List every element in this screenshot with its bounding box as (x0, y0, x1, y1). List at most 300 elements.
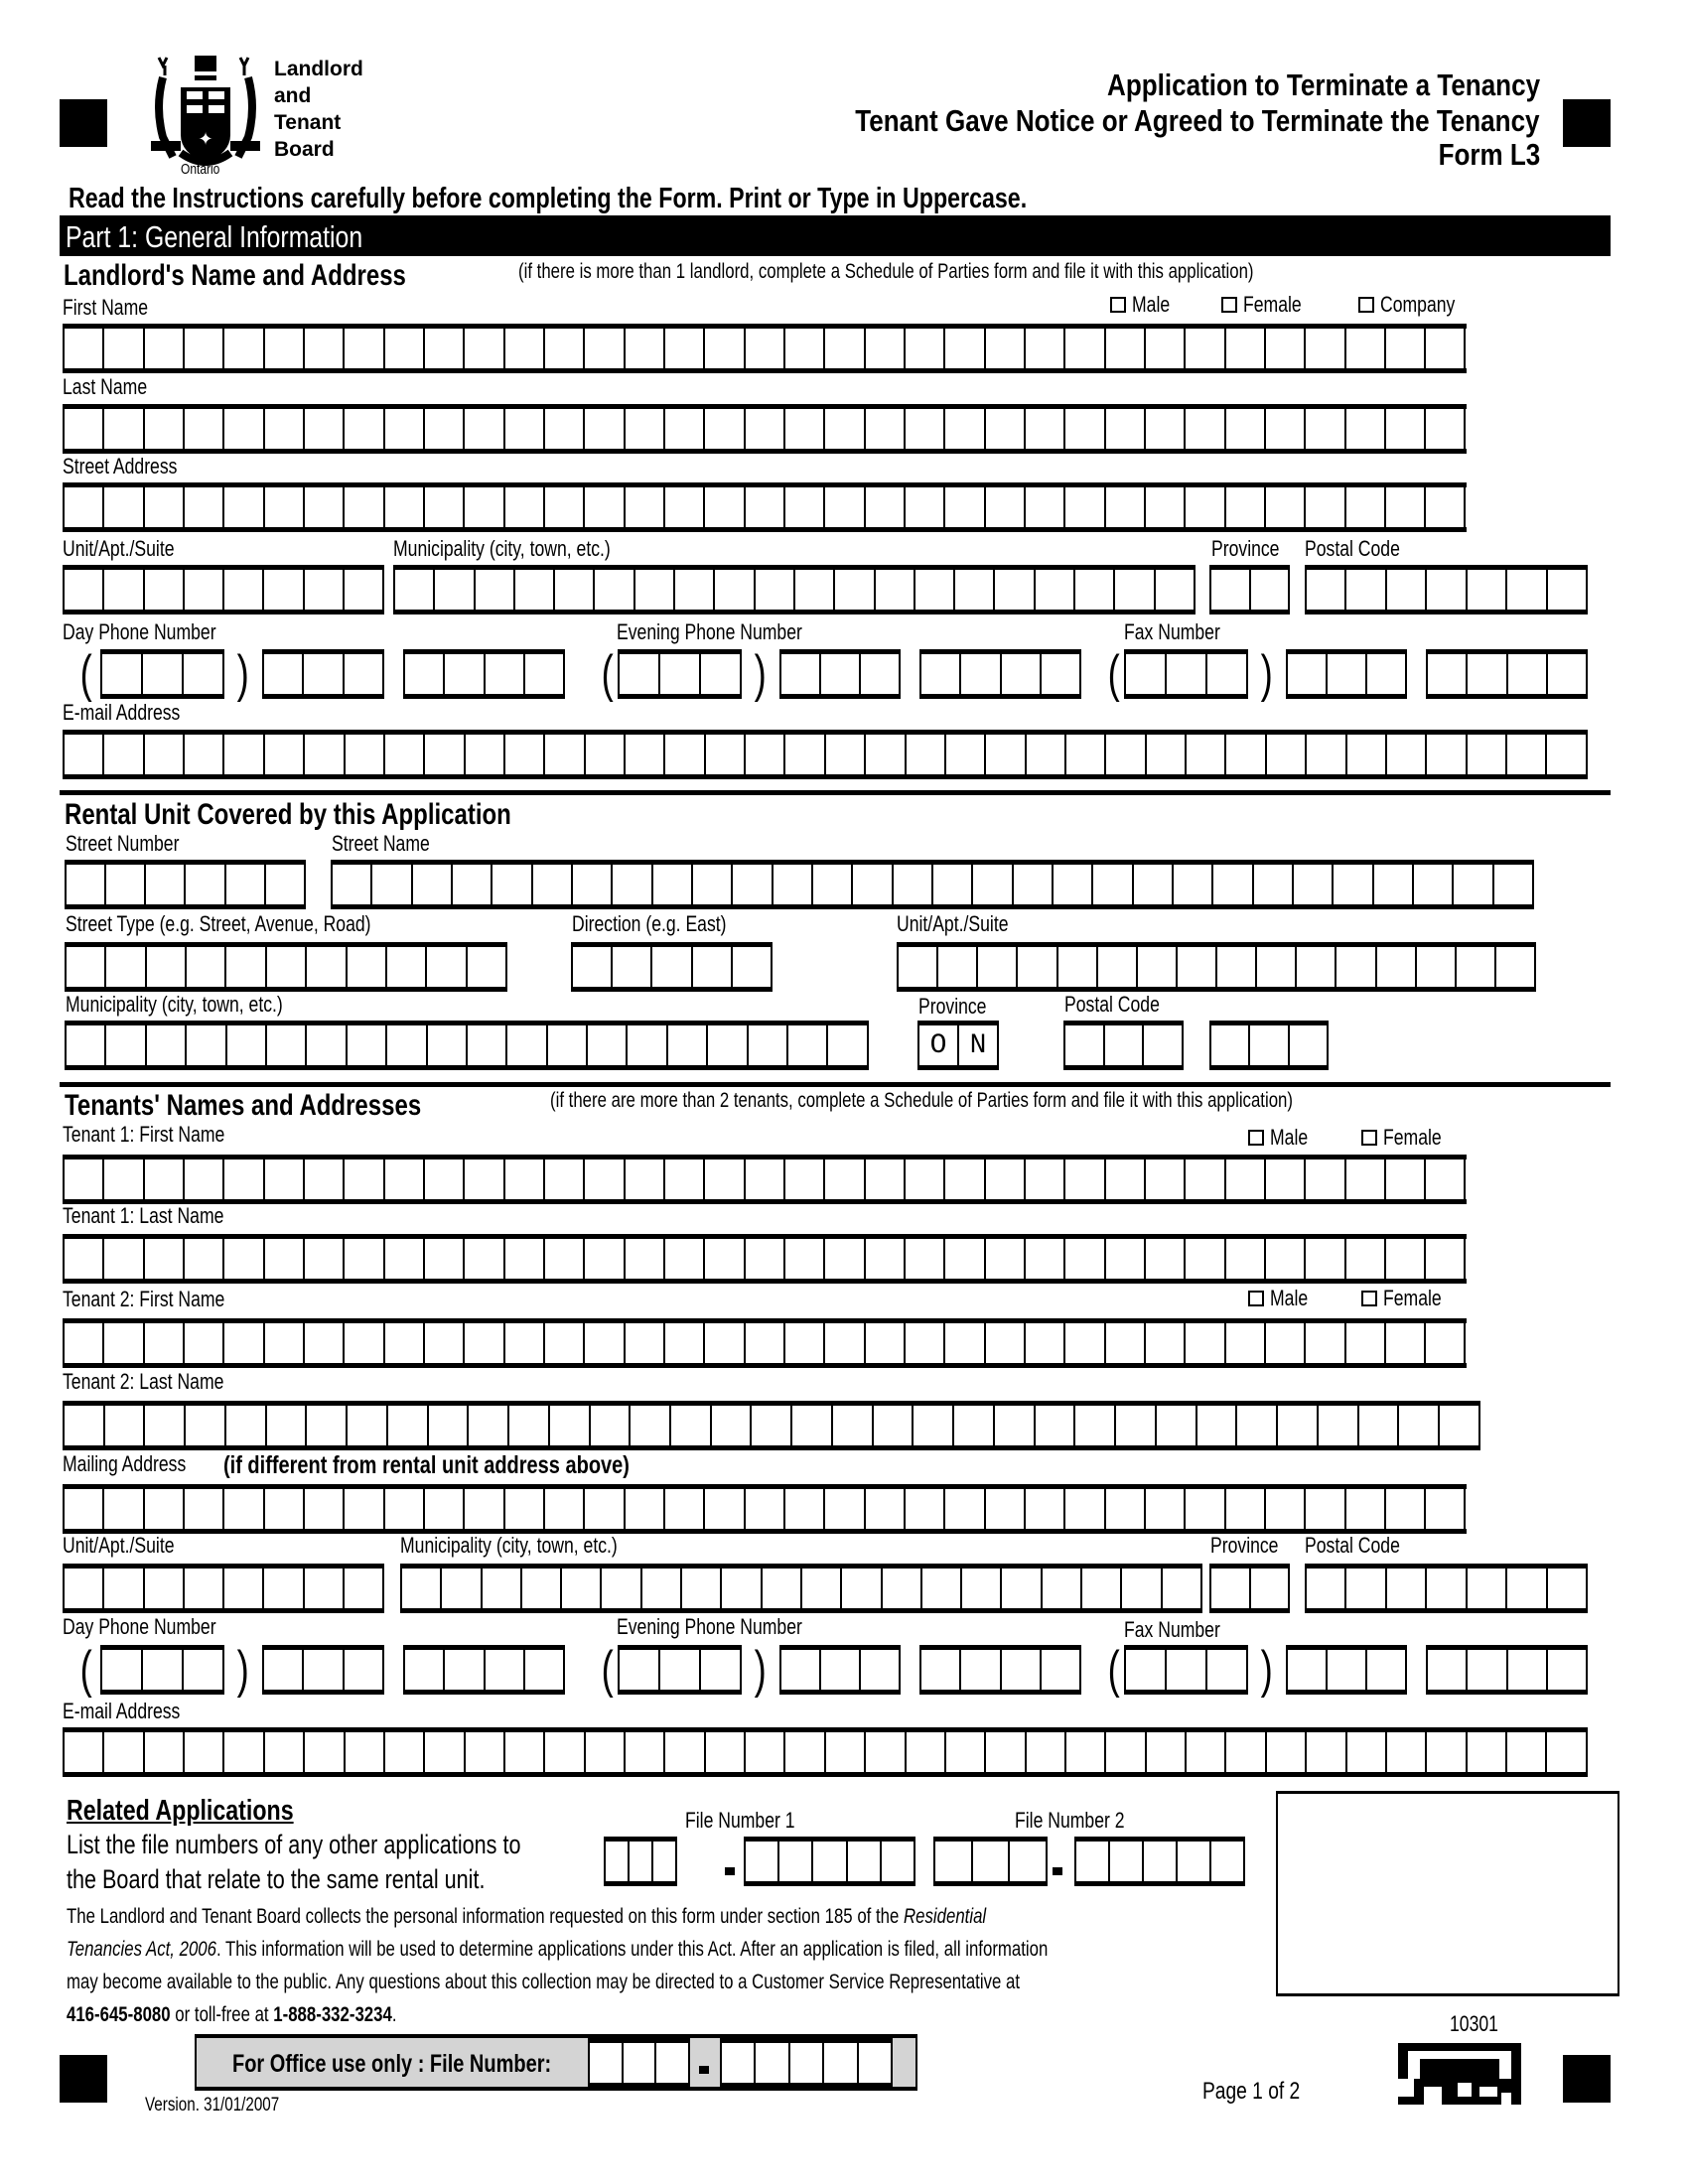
char-box[interactable] (102, 1650, 143, 1690)
char-box[interactable] (933, 865, 973, 904)
rental-province-field[interactable] (917, 1021, 999, 1070)
char-box[interactable] (585, 1239, 625, 1279)
char-box[interactable] (665, 329, 705, 368)
char-box[interactable] (185, 329, 224, 368)
char-box[interactable] (1387, 1732, 1427, 1772)
landlord-male-checkbox[interactable] (1110, 292, 1180, 318)
char-box[interactable] (555, 570, 595, 610)
char-box[interactable] (104, 735, 144, 774)
char-box[interactable] (665, 735, 705, 774)
char-box[interactable] (428, 1025, 468, 1065)
char-box[interactable] (1548, 1650, 1588, 1690)
char-box[interactable] (465, 329, 504, 368)
char-box[interactable] (921, 654, 961, 694)
char-box[interactable] (955, 570, 995, 610)
char-box[interactable] (693, 865, 733, 904)
char-box[interactable] (1266, 1239, 1306, 1279)
char-box[interactable] (630, 1842, 653, 1881)
char-box[interactable] (866, 735, 906, 774)
char-box[interactable] (712, 1406, 753, 1445)
char-box[interactable] (505, 1160, 545, 1199)
char-box[interactable] (906, 1239, 945, 1279)
char-box[interactable] (1386, 1323, 1426, 1363)
char-box[interactable] (1266, 487, 1306, 527)
char-box[interactable] (505, 1489, 545, 1529)
landlord-fax-line-phone-field[interactable] (1426, 649, 1588, 699)
char-box[interactable] (665, 487, 705, 527)
char-box[interactable] (548, 1025, 588, 1065)
char-box[interactable] (1167, 1650, 1207, 1690)
char-box[interactable] (226, 947, 266, 987)
char-box[interactable] (453, 865, 492, 904)
char-box[interactable] (1197, 1406, 1238, 1445)
char-box[interactable] (746, 329, 785, 368)
checkbox-square[interactable] (1358, 297, 1374, 313)
landlord-evening-exchange-phone-field[interactable] (779, 649, 901, 699)
char-box[interactable] (307, 1025, 347, 1065)
char-box[interactable] (1147, 735, 1187, 774)
char-box[interactable] (145, 409, 185, 449)
char-box[interactable] (746, 1732, 785, 1772)
char-box[interactable] (1187, 735, 1226, 774)
char-box[interactable] (906, 409, 945, 449)
char-box[interactable] (746, 1160, 785, 1199)
char-box[interactable] (1359, 1406, 1400, 1445)
char-box[interactable] (1254, 865, 1294, 904)
char-box[interactable] (866, 1732, 906, 1772)
char-box[interactable] (465, 1323, 504, 1363)
char-box[interactable] (792, 1406, 833, 1445)
char-box[interactable] (466, 735, 505, 774)
char-box[interactable] (1347, 735, 1387, 774)
char-box[interactable] (1122, 1569, 1162, 1608)
char-box[interactable] (935, 1842, 973, 1881)
char-box[interactable] (946, 1732, 986, 1772)
char-box[interactable] (505, 487, 545, 527)
char-box[interactable] (866, 487, 906, 527)
char-box[interactable] (1346, 487, 1386, 527)
tenant1-male-checkbox[interactable] (1248, 1125, 1318, 1151)
char-box[interactable] (1147, 1732, 1187, 1772)
char-box[interactable] (505, 735, 545, 774)
char-box[interactable] (545, 1732, 585, 1772)
char-box[interactable] (613, 865, 652, 904)
char-box[interactable] (1226, 1323, 1266, 1363)
char-box[interactable] (184, 654, 224, 694)
char-box[interactable] (899, 947, 938, 987)
rental-unit-field[interactable] (897, 942, 1536, 992)
tenant-unit-field[interactable] (63, 1564, 384, 1613)
char-box[interactable] (1226, 329, 1266, 368)
tenant-fax-area-phone-field[interactable] (1124, 1645, 1248, 1695)
char-box[interactable] (894, 865, 933, 904)
char-box[interactable] (945, 1160, 985, 1199)
char-box[interactable] (224, 329, 264, 368)
char-box[interactable] (763, 1569, 802, 1608)
char-box[interactable] (104, 1160, 144, 1199)
char-box[interactable] (435, 570, 475, 610)
rental-street-number-field[interactable] (65, 860, 306, 909)
char-box[interactable] (986, 1323, 1026, 1363)
char-box[interactable] (345, 1650, 384, 1690)
char-box[interactable] (1126, 1650, 1167, 1690)
char-box[interactable] (701, 654, 742, 694)
char-box[interactable] (785, 1732, 825, 1772)
char-box[interactable] (346, 1732, 385, 1772)
char-box[interactable] (1507, 735, 1547, 774)
landlord-first-name-field[interactable] (63, 324, 1467, 373)
char-box[interactable] (945, 487, 985, 527)
char-box[interactable] (756, 2043, 789, 2083)
char-box[interactable] (1226, 1732, 1266, 1772)
char-box[interactable] (305, 1732, 345, 1772)
char-box[interactable] (1266, 409, 1306, 449)
char-box[interactable] (746, 409, 785, 449)
char-box[interactable] (305, 1489, 345, 1529)
char-box[interactable] (1106, 1732, 1146, 1772)
landlord-municipality-field[interactable] (393, 565, 1196, 614)
char-box[interactable] (185, 487, 224, 527)
char-box[interactable] (1547, 735, 1587, 774)
checkbox-square[interactable] (1248, 1291, 1264, 1306)
char-box[interactable] (813, 865, 853, 904)
char-box[interactable] (1367, 1650, 1407, 1690)
char-box[interactable] (790, 2043, 824, 2083)
char-box[interactable] (104, 1569, 144, 1608)
char-box[interactable] (388, 1406, 429, 1445)
char-box[interactable] (1386, 487, 1426, 527)
char-box[interactable] (427, 947, 467, 987)
char-box[interactable] (265, 1239, 305, 1279)
file-number-1-suffix-field[interactable] (744, 1837, 915, 1886)
char-box[interactable] (749, 1025, 788, 1065)
char-box[interactable] (785, 329, 825, 368)
char-box[interactable] (145, 735, 185, 774)
char-box[interactable] (1468, 1732, 1507, 1772)
char-box[interactable] (385, 1239, 425, 1279)
char-box[interactable] (861, 654, 901, 694)
char-box[interactable] (705, 1239, 745, 1279)
char-box[interactable] (1106, 487, 1146, 527)
char-box[interactable] (995, 1406, 1036, 1445)
char-box[interactable] (785, 409, 825, 449)
char-box[interactable] (413, 865, 453, 904)
char-box[interactable] (265, 1489, 305, 1529)
char-box[interactable] (1116, 1406, 1157, 1445)
char-box[interactable] (1065, 409, 1105, 449)
char-box[interactable] (104, 1323, 144, 1363)
char-box[interactable] (781, 654, 821, 694)
char-box[interactable] (824, 2043, 858, 2083)
char-box[interactable] (1328, 1650, 1367, 1690)
char-box[interactable] (642, 1569, 682, 1608)
char-box[interactable] (1414, 865, 1454, 904)
char-box[interactable] (635, 570, 675, 610)
char-box[interactable] (402, 1569, 442, 1608)
char-box[interactable] (1026, 329, 1065, 368)
char-box[interactable] (1146, 1323, 1186, 1363)
char-box[interactable] (1468, 1650, 1507, 1690)
char-box[interactable] (585, 1489, 625, 1529)
char-box[interactable] (1106, 329, 1146, 368)
char-box[interactable] (65, 1489, 104, 1529)
char-box[interactable] (708, 1025, 748, 1065)
char-box[interactable] (345, 1323, 384, 1363)
char-box[interactable] (1036, 570, 1075, 610)
char-box[interactable] (826, 735, 866, 774)
char-box[interactable] (1334, 865, 1373, 904)
char-box[interactable] (1426, 1489, 1466, 1529)
char-box[interactable] (65, 329, 104, 368)
char-box[interactable] (914, 1406, 954, 1445)
char-box[interactable] (1426, 1323, 1466, 1363)
char-box[interactable] (468, 947, 507, 987)
char-box[interactable] (224, 735, 264, 774)
char-box[interactable] (305, 1323, 345, 1363)
tenant-postal-code-field[interactable] (1305, 1564, 1588, 1613)
char-box[interactable] (385, 1323, 425, 1363)
char-box[interactable] (706, 1732, 746, 1772)
char-box[interactable] (626, 1160, 665, 1199)
char-box[interactable] (1426, 1160, 1466, 1199)
char-box[interactable] (1427, 735, 1467, 774)
rental-municipality-field[interactable] (65, 1021, 869, 1070)
char-box[interactable] (705, 1160, 745, 1199)
char-box[interactable] (628, 1025, 667, 1065)
tenant-province-field[interactable] (1209, 1564, 1290, 1613)
char-box[interactable] (505, 1239, 545, 1279)
char-box[interactable] (425, 487, 465, 527)
char-box[interactable] (682, 1569, 722, 1608)
char-box[interactable] (1065, 487, 1105, 527)
char-box[interactable] (346, 735, 385, 774)
char-box[interactable] (1186, 1323, 1225, 1363)
char-box[interactable] (848, 1842, 882, 1881)
char-box[interactable] (469, 1406, 509, 1445)
char-box[interactable] (65, 735, 104, 774)
char-box[interactable] (986, 735, 1026, 774)
char-box[interactable] (345, 1489, 384, 1529)
char-box[interactable] (1507, 570, 1547, 610)
char-box[interactable] (385, 487, 425, 527)
char-box[interactable] (1146, 409, 1186, 449)
char-box[interactable] (545, 1323, 585, 1363)
char-box[interactable] (1110, 1842, 1144, 1881)
char-box[interactable] (305, 409, 345, 449)
char-box[interactable] (1346, 1489, 1386, 1529)
file-number-2-prefix-field[interactable] (933, 1837, 1048, 1886)
char-box[interactable] (345, 329, 384, 368)
char-box[interactable] (1508, 654, 1548, 694)
char-box[interactable] (1346, 1569, 1386, 1608)
char-box[interactable] (1226, 1160, 1266, 1199)
char-box[interactable] (1508, 1650, 1548, 1690)
char-box[interactable] (1387, 1569, 1427, 1608)
tenant2-last-name-field[interactable] (63, 1401, 1480, 1450)
char-box[interactable] (1307, 570, 1346, 610)
char-box[interactable] (825, 329, 865, 368)
char-box[interactable] (429, 1406, 470, 1445)
char-box[interactable] (102, 654, 143, 694)
char-box[interactable] (821, 654, 861, 694)
char-box[interactable] (705, 1323, 745, 1363)
char-box[interactable] (264, 570, 304, 610)
char-box[interactable] (1496, 947, 1536, 987)
char-box[interactable] (1386, 1239, 1426, 1279)
char-box[interactable] (1426, 487, 1466, 527)
char-box[interactable] (395, 570, 435, 610)
char-box[interactable] (545, 409, 585, 449)
char-box[interactable] (185, 1239, 224, 1279)
char-box[interactable] (1307, 735, 1346, 774)
char-box[interactable] (585, 1160, 625, 1199)
char-box[interactable] (145, 1323, 185, 1363)
tenant1-female-checkbox[interactable] (1361, 1125, 1456, 1151)
char-box[interactable] (185, 409, 224, 449)
char-box[interactable] (104, 329, 144, 368)
char-box[interactable] (1294, 865, 1334, 904)
char-box[interactable] (1226, 487, 1266, 527)
char-box[interactable] (425, 1160, 465, 1199)
char-box[interactable] (653, 1842, 677, 1881)
char-box[interactable] (1178, 947, 1217, 987)
char-box[interactable] (483, 1569, 522, 1608)
char-box[interactable] (1065, 1160, 1105, 1199)
char-box[interactable] (1346, 1323, 1386, 1363)
char-box[interactable] (1146, 487, 1186, 527)
tenant2-male-checkbox[interactable] (1248, 1286, 1318, 1311)
char-box[interactable] (145, 1732, 185, 1772)
char-box[interactable] (385, 1160, 425, 1199)
landlord-fax-exchange-phone-field[interactable] (1286, 649, 1407, 699)
char-box[interactable] (185, 1489, 224, 1529)
char-box[interactable] (626, 1489, 665, 1529)
char-box[interactable] (145, 1569, 185, 1608)
char-box[interactable] (185, 1569, 224, 1608)
rental-street-name-field[interactable] (331, 860, 1534, 909)
char-box[interactable] (665, 1239, 705, 1279)
char-box[interactable] (147, 947, 187, 987)
char-box[interactable] (307, 1406, 348, 1445)
char-box[interactable] (1548, 654, 1588, 694)
char-box[interactable] (266, 865, 306, 904)
char-box[interactable] (1105, 1025, 1145, 1065)
char-box[interactable] (385, 409, 425, 449)
landlord-province-field[interactable] (1209, 565, 1290, 614)
char-box[interactable] (265, 735, 305, 774)
char-box[interactable] (1346, 1239, 1386, 1279)
char-box[interactable] (1288, 654, 1328, 694)
char-box[interactable] (425, 329, 465, 368)
char-box[interactable] (833, 1406, 874, 1445)
char-box[interactable] (585, 1323, 625, 1363)
char-box[interactable] (825, 1239, 865, 1279)
char-box[interactable] (1075, 570, 1115, 610)
char-box[interactable] (785, 1160, 825, 1199)
char-box[interactable] (626, 1323, 665, 1363)
char-box[interactable] (465, 1489, 504, 1529)
char-box[interactable] (785, 487, 825, 527)
char-box[interactable] (224, 1160, 264, 1199)
char-box[interactable] (550, 1406, 591, 1445)
char-box[interactable] (825, 1489, 865, 1529)
char-box[interactable] (145, 329, 185, 368)
char-box[interactable] (1387, 570, 1427, 610)
char-box[interactable] (1250, 1025, 1289, 1065)
char-box[interactable] (265, 409, 305, 449)
char-box[interactable] (304, 1650, 344, 1690)
landlord-email-field[interactable] (63, 730, 1588, 779)
char-box[interactable] (1237, 1406, 1278, 1445)
char-box[interactable] (1266, 329, 1306, 368)
tenant-evening-line-phone-field[interactable] (919, 1645, 1081, 1695)
tenant-fax-exchange-phone-field[interactable] (1286, 1645, 1407, 1695)
char-box[interactable] (906, 1160, 945, 1199)
char-box[interactable] (675, 570, 715, 610)
char-box[interactable] (104, 570, 144, 610)
char-box[interactable] (973, 865, 1013, 904)
char-box[interactable] (224, 1239, 264, 1279)
char-box[interactable] (746, 1239, 785, 1279)
char-box[interactable] (876, 570, 915, 610)
char-box[interactable] (425, 1239, 465, 1279)
char-box[interactable] (1266, 1160, 1306, 1199)
char-box[interactable] (145, 1489, 185, 1529)
char-box[interactable] (305, 1239, 345, 1279)
char-box[interactable] (813, 1842, 847, 1881)
char-box[interactable] (264, 654, 304, 694)
char-box[interactable] (1106, 1323, 1146, 1363)
char-box[interactable] (665, 1732, 705, 1772)
char-box[interactable] (653, 865, 693, 904)
char-box[interactable] (1002, 1569, 1042, 1608)
char-box[interactable] (1468, 735, 1507, 774)
char-box[interactable] (186, 865, 225, 904)
char-box[interactable] (1014, 865, 1054, 904)
char-box[interactable] (1174, 865, 1213, 904)
char-box[interactable] (185, 570, 224, 610)
char-box[interactable] (1186, 487, 1225, 527)
char-box[interactable] (1106, 1239, 1146, 1279)
char-box[interactable] (106, 865, 146, 904)
char-box[interactable] (1468, 570, 1507, 610)
char-box[interactable] (348, 947, 387, 987)
char-box[interactable] (1457, 947, 1496, 987)
char-box[interactable] (1002, 1650, 1042, 1690)
char-box[interactable] (224, 1489, 264, 1529)
char-box[interactable] (874, 1406, 914, 1445)
tenant2-first-name-field[interactable] (63, 1318, 1467, 1368)
char-box[interactable] (465, 1239, 504, 1279)
landlord-day-area-phone-field[interactable] (100, 649, 224, 699)
char-box[interactable] (978, 947, 1018, 987)
char-box[interactable] (224, 570, 264, 610)
char-box[interactable] (586, 735, 626, 774)
char-box[interactable] (825, 1323, 865, 1363)
checkbox-square[interactable] (1361, 1130, 1377, 1146)
char-box[interactable] (774, 865, 813, 904)
char-box[interactable] (591, 1406, 632, 1445)
tenant-fax-line-phone-field[interactable] (1426, 1645, 1588, 1695)
char-box[interactable] (145, 1160, 185, 1199)
char-box[interactable] (1065, 329, 1105, 368)
char-box[interactable] (693, 947, 733, 987)
char-box[interactable] (65, 1323, 104, 1363)
char-box[interactable] (706, 735, 746, 774)
char-box[interactable] (466, 1732, 505, 1772)
char-box[interactable] (705, 1489, 745, 1529)
char-box[interactable] (265, 1732, 305, 1772)
